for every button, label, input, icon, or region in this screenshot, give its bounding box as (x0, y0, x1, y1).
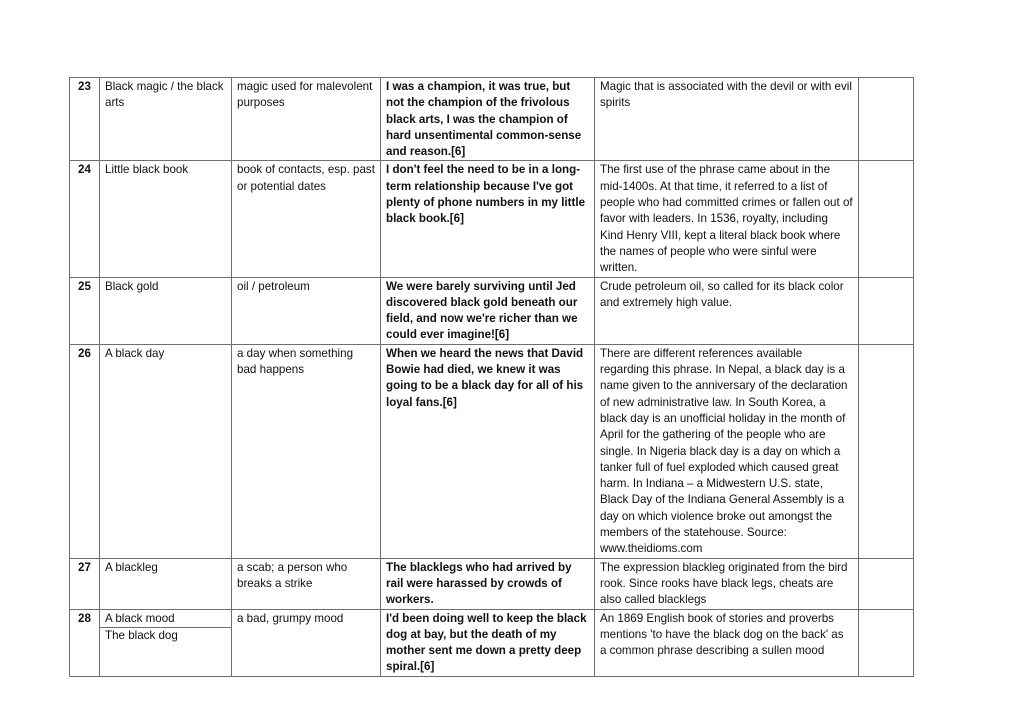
table-row (70, 558, 914, 609)
table-row (70, 277, 914, 344)
table-row (70, 78, 914, 161)
origin-cell: Magic that is associated with the devil or with evil spirits (595, 78, 859, 161)
example-cell: I'd been doing well to keep the black dog at bay, but the death of my mother sent me down a pretty deep spiral.[6] (381, 609, 595, 676)
extra-cell (859, 609, 914, 676)
meaning-cell: magic used for malevolent purposes (232, 78, 381, 161)
idiom-cell: Black magic / the black arts (100, 78, 232, 161)
idiom-cell (100, 609, 232, 676)
extra-cell (859, 78, 914, 161)
row-number: 23 (70, 78, 100, 161)
idiom-cell: A blackleg (100, 558, 232, 609)
meaning-cell: oil / petroleum (232, 277, 381, 344)
row-number: 24 (70, 161, 100, 277)
idiom-cell: Black gold (100, 277, 232, 344)
row-number: 27 (70, 558, 100, 609)
origin-cell: Crude petroleum oil, so called for its black color and extremely high value. (595, 277, 859, 344)
table-row (70, 344, 914, 558)
idiom-cell: Little black book (100, 161, 232, 277)
meaning-cell: a bad, grumpy mood (232, 609, 381, 676)
extra-cell (859, 558, 914, 609)
row-number: 28 (70, 609, 100, 676)
idiom-cell: A black day (100, 344, 232, 558)
table-row (70, 609, 914, 676)
idiom-variant: A black mood (105, 611, 175, 625)
origin-cell: The expression blackleg originated from the bird rook. Since rooks have black legs, cheats are also called blacklegs (595, 558, 859, 609)
example-cell: The blacklegs who had arrived by rail were harassed by crowds of workers. (381, 558, 595, 609)
meaning-cell: a scab; a person who breaks a strike (232, 558, 381, 609)
example-cell: When we heard the news that David Bowie had died, we knew it was going to be a black day for all of his loyal fans.[6] (381, 344, 595, 558)
meaning-cell: book of contacts, esp. past or potential dates (232, 161, 381, 277)
example-cell: I don't feel the need to be in a long-term relationship because I've got plenty of phone numbers in my little black book.[6] (381, 161, 595, 277)
row-number: 25 (70, 277, 100, 344)
origin-cell: The first use of the phrase came about in the mid-1400s. At that time, it referred to a list of people who had committed crimes or fallen out of favor with leaders. In 1536, royalty, including Kind Henry VIII, kept a literal black book where the names of people who were sinful were written. (595, 161, 859, 277)
meaning-cell: a day when something bad happens (232, 344, 381, 558)
row-number: 26 (70, 344, 100, 558)
example-cell: I was a champion, it was true, but not the champion of the frivolous black arts, I was the champion of hard unsentimental common-sense and reason.[6] (381, 78, 595, 161)
idiom-variant: The black dog (100, 627, 231, 644)
origin-cell: An 1869 English book of stories and proverbs mentions 'to have the black dog on the back' as a common phrase describing a sullen mood (595, 609, 859, 676)
extra-cell (859, 277, 914, 344)
extra-cell (859, 161, 914, 277)
idioms-table (69, 77, 914, 677)
example-cell: We were barely surviving until Jed discovered black gold beneath our field, and now we're richer than we could ever imagine![6] (381, 277, 595, 344)
extra-cell (859, 344, 914, 558)
table-row (70, 161, 914, 277)
origin-cell: There are different references available regarding this phrase. In Nepal, a black day is a name given to the anniversary of the declaration of new administrative law. In South Korea, a black day is an unofficial holiday in the month of April for the gathering of the people who are single. In Nigeria black day is a day on which a tanker full of fuel exploded which caused great harm. In Indiana – a Midwestern U.S. state, Black Day of the Indiana General Assembly is a day on which violence broke out amongst the members of the statehouse. Source: www.theidioms.com (595, 344, 859, 558)
